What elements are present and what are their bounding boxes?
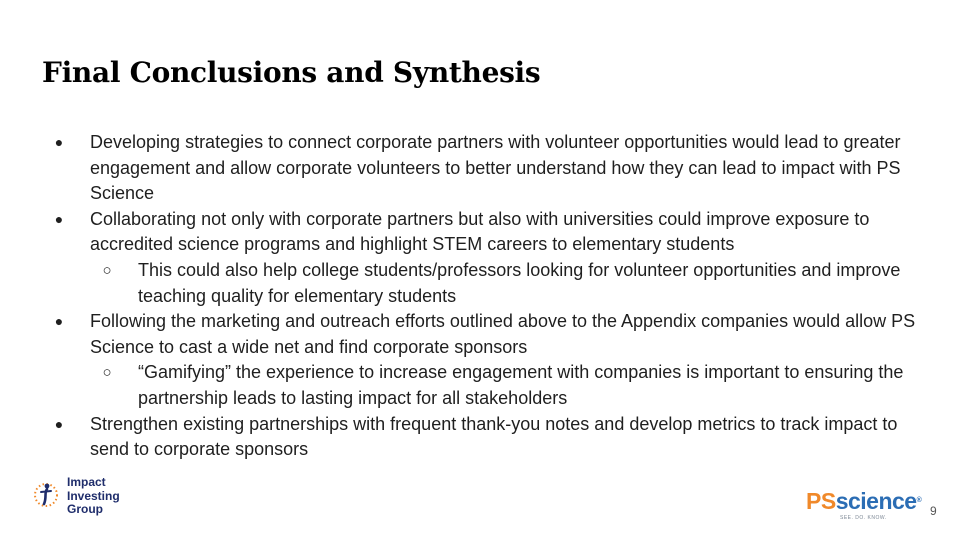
bullet-item <box>52 412 932 463</box>
bullet-item <box>52 309 932 360</box>
hollow-circle-bullet-icon: ○ <box>102 261 112 279</box>
sub-bullet-item <box>52 258 932 309</box>
ps-science-wordmark <box>806 488 921 514</box>
bullet-dot-icon: ● <box>54 415 64 432</box>
impact-investing-group-logo <box>32 475 142 519</box>
bullet-text: Following the marketing and outreach efforts outlined above to the Appendix companies would allow PS Science to cast a wide net and find corporate sponsors <box>90 311 916 357</box>
slide-title: Final Conclusions and Synthesis <box>42 56 541 89</box>
iig-wordmark <box>67 476 120 517</box>
bullet-list <box>52 130 932 463</box>
iig-line-3: Group <box>67 502 103 516</box>
science-text: science <box>835 488 917 514</box>
hollow-circle-bullet-icon: ○ <box>102 364 112 382</box>
bullet-text: Strengthen existing partnerships with frequent thank-you notes and develop metrics to track impact to send to corporate sponsors <box>90 413 898 460</box>
registered-mark: ® <box>916 497 922 504</box>
bullet-item <box>52 130 932 207</box>
sub-bullet-text: “Gamifying” the experience to increase engagement with companies is important to ensuring the partnership leads to lasting impact for all stakeholders <box>138 362 904 408</box>
bullet-dot-icon: ● <box>54 313 64 330</box>
bullet-dot-icon: ● <box>54 134 64 150</box>
ps-text: PS <box>806 488 836 514</box>
page-number: 9 <box>930 504 937 518</box>
bullet-item <box>52 207 932 258</box>
iig-line-1: Impact <box>67 475 106 489</box>
impact-investing-figure-icon <box>32 479 60 511</box>
bullet-dot-icon: ● <box>54 210 64 227</box>
sub-bullet-item <box>52 360 932 411</box>
bullet-text: Collaborating not only with corporate partners but also with universities could improve exposure to accredited science programs and highlight STEM careers to elementary students <box>90 208 870 255</box>
ps-tagline: SEE. DO. KNOW. <box>840 515 887 521</box>
iig-line-2: Investing <box>67 488 120 503</box>
bullet-text: Developing strategies to connect corporate partners with volunteer opportunities would lead to greater engagement and allow corporate volunteers to better understand how they can lead to impact with PS Science <box>90 132 901 204</box>
sub-bullet-text: This could also help college students/professors looking for volunteer opportunities and improve teaching quality for elementary students <box>138 259 901 306</box>
ps-science-logo <box>806 488 926 528</box>
